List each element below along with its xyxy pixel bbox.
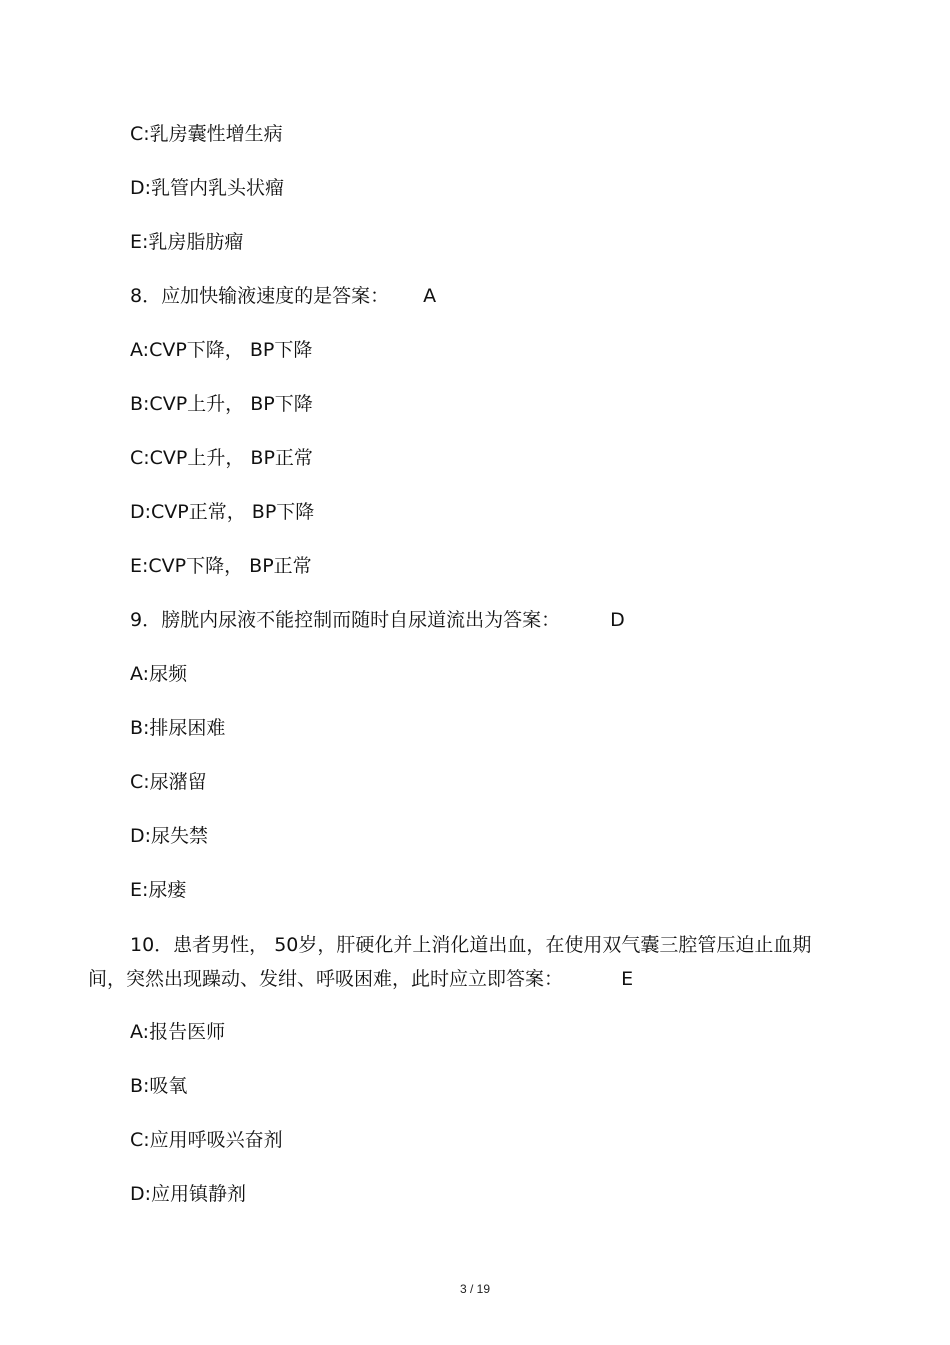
option-line: E:尿瘘 <box>130 879 187 901</box>
option-line: E:乳房脂肪瘤 <box>130 231 244 253</box>
answer-key: A <box>423 285 437 307</box>
page-number: 3 / 19 <box>459 1282 491 1296</box>
option-line: D:CVP正常， BP下降 <box>130 501 315 523</box>
question-stem <box>130 608 625 632</box>
answer-key: D <box>610 609 625 631</box>
option-line: C:应用呼吸兴奋剂 <box>130 1129 283 1151</box>
option-line: A:尿频 <box>130 663 188 685</box>
answer-key: E <box>621 968 634 990</box>
question-stem <box>88 928 848 996</box>
question-text: 10．患者男性， 50岁，肝硬化并上消化道出血，在使用双气囊三腔管压迫止血期间，突然出现躁动、发绀、呼吸困难，此时应立即答案： <box>88 934 812 990</box>
option-line: E:CVP下降， BP正常 <box>130 555 312 577</box>
option-line: A:CVP下降， BP下降 <box>130 339 313 361</box>
question-text: 9．膀胱内尿液不能控制而随时自尿道流出为答案： <box>130 609 561 631</box>
question-stem <box>130 284 436 308</box>
option-line: B:排尿困难 <box>130 717 226 739</box>
option-line: C:尿潴留 <box>130 771 207 793</box>
question-text: 8．应加快输液速度的是答案： <box>130 285 390 307</box>
option-line: B:吸氧 <box>130 1075 188 1097</box>
option-line: D:尿失禁 <box>130 825 209 847</box>
option-line: C:CVP上升， BP正常 <box>130 447 313 469</box>
option-line: D:应用镇静剂 <box>130 1183 247 1205</box>
option-line: C:乳房囊性增生病 <box>130 123 283 145</box>
option-line: D:乳管内乳头状瘤 <box>130 177 285 199</box>
option-line: A:报告医师 <box>130 1021 226 1043</box>
option-line: B:CVP上升， BP下降 <box>130 393 313 415</box>
